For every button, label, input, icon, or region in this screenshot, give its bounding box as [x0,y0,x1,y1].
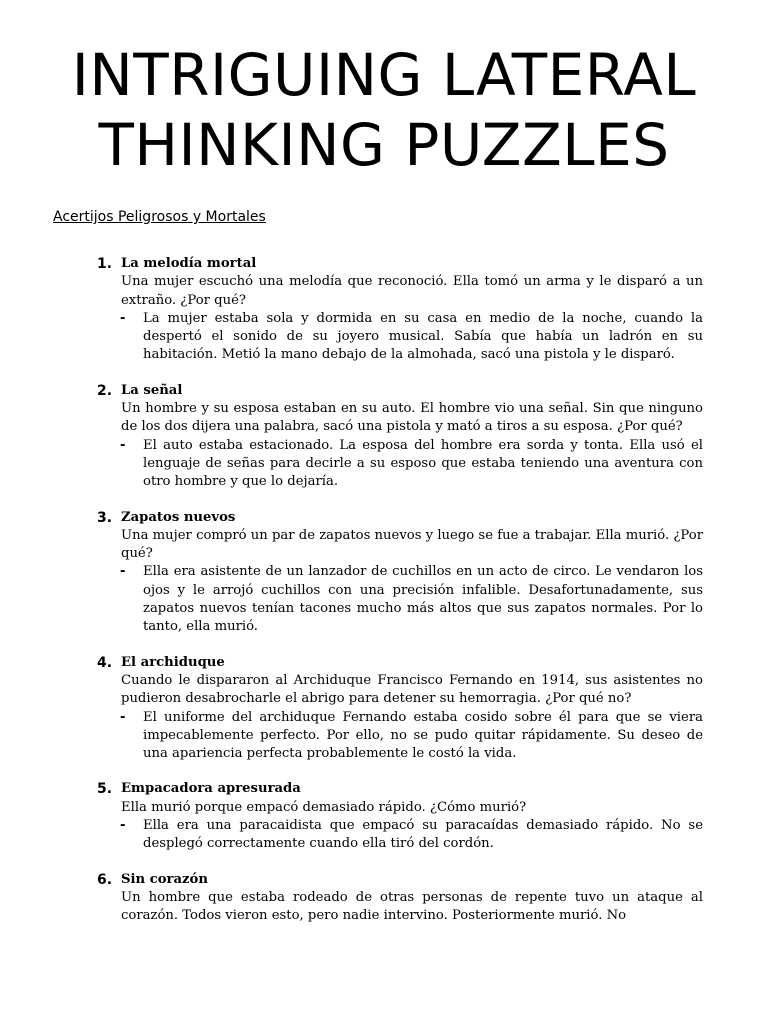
puzzle-title: La melodía mortal [121,256,257,271]
puzzle-answer [120,563,703,636]
answer-text: El auto estaba estacionado. La esposa del hombre era sorda y tonta. Ella usó el lenguaje de señas para decirle a su esposo que estaba teniendo una aventura con otro hombre y que lo dejaría. [143,437,703,490]
dash-bullet: - [120,564,126,580]
puzzle-item [0,509,768,637]
puzzle-number: 6. [97,871,113,888]
puzzle-item [0,255,768,365]
answer-text: Ella era asistente de un lanzador de cuchillos en un acto de circo. Le vendaron los ojos y le arrojó cuchillos con una precisión infalible. Desafortunadamente, sus zapatos nuevos tenían tacones mucho más altos que sus zapatos normales. Por lo tanto, ella murió. [143,564,703,635]
puzzle-item [0,382,768,492]
answer-text: La mujer estaba sola y dormida en su casa en medio de la noche, cuando la despertó el sonido de su joyero musical. Sabía que había un ladrón en su habitación. Metió la mano debajo de la almohada, sacó una pistola y le disparó. [143,310,703,363]
answer-list [0,709,768,764]
puzzle-question: Ella murió porque empacó demasiado rápido. ¿Cómo murió? [121,799,527,815]
puzzle-number: 2. [97,382,113,399]
puzzle-title: La señal [121,382,183,398]
answer-list [0,563,768,636]
puzzle-item [0,871,768,926]
page-title [40,40,728,180]
dash-bullet: - [120,709,126,725]
answer-text: Ella era una paracaidista que empacó su paracaídas demasiado rápido. No se desplegó correctamente cuando ella tiró del cordón. [143,818,703,852]
puzzle-number: 3. [97,509,113,526]
puzzle-item [0,780,768,853]
puzzle-question: Cuando le dispararon al Archiduque Francisco Fernando en 1914, sus asistentes no pudieron desabrocharle el abrigo para detener su hemorragia. ¿Por qué no? [121,672,703,707]
puzzle-question: Una mujer escuchó una melodía que reconoció. Ella tomó un arma y le disparó a un extraño. ¿Por qué? [121,274,703,308]
puzzle-number: 4. [97,654,113,671]
puzzle-answer [120,310,703,365]
puzzle-list [0,255,768,943]
title-line-2: THINKING PUZZLES [98,111,670,179]
answer-text: El uniforme del archiduque Fernando estaba cosido sobre él para que se viera impecablemente perfecto. Por ello, no se pudo quitar rápidamente. Su deseo de una apariencia perfecta probablemente le costó la vida. [143,709,703,762]
puzzle-answer [120,817,703,854]
puzzle-title: Sin corazón [121,871,208,887]
dash-bullet: - [120,310,126,326]
title-line-1: INTRIGUING LATERAL [71,41,697,109]
answer-list [0,310,768,365]
puzzle-title: Zapatos nuevos [121,509,236,525]
dash-bullet: - [120,818,126,834]
answer-list [0,817,768,854]
answer-list [0,437,768,492]
puzzle-item [0,654,768,764]
section-subtitle: Acertijos Peligrosos y Mortales [53,209,266,225]
puzzle-title: Empacadora apresurada [121,781,301,797]
puzzle-number: 1. [97,256,113,272]
puzzle-answer [120,709,703,764]
puzzle-title: El archiduque [121,654,225,670]
dash-bullet: - [120,437,126,453]
puzzle-number: 5. [97,781,113,798]
puzzle-question: Un hombre y su esposa estaban en su auto. El hombre vio una señal. Sin que ninguno de los dos dijera una palabra, sacó una pistola y mató a tiros a su esposa. ¿Por qué? [121,401,703,435]
puzzle-question: Un hombre que estaba rodeado de otras personas de repente tuvo un ataque al corazón. Todos vieron esto, pero nadie intervino. Posteriormente murió. No [121,889,703,924]
puzzle-answer [120,437,703,492]
puzzle-question: Una mujer compró un par de zapatos nuevos y luego se fue a trabajar. Ella murió. ¿Por qué? [121,527,703,562]
